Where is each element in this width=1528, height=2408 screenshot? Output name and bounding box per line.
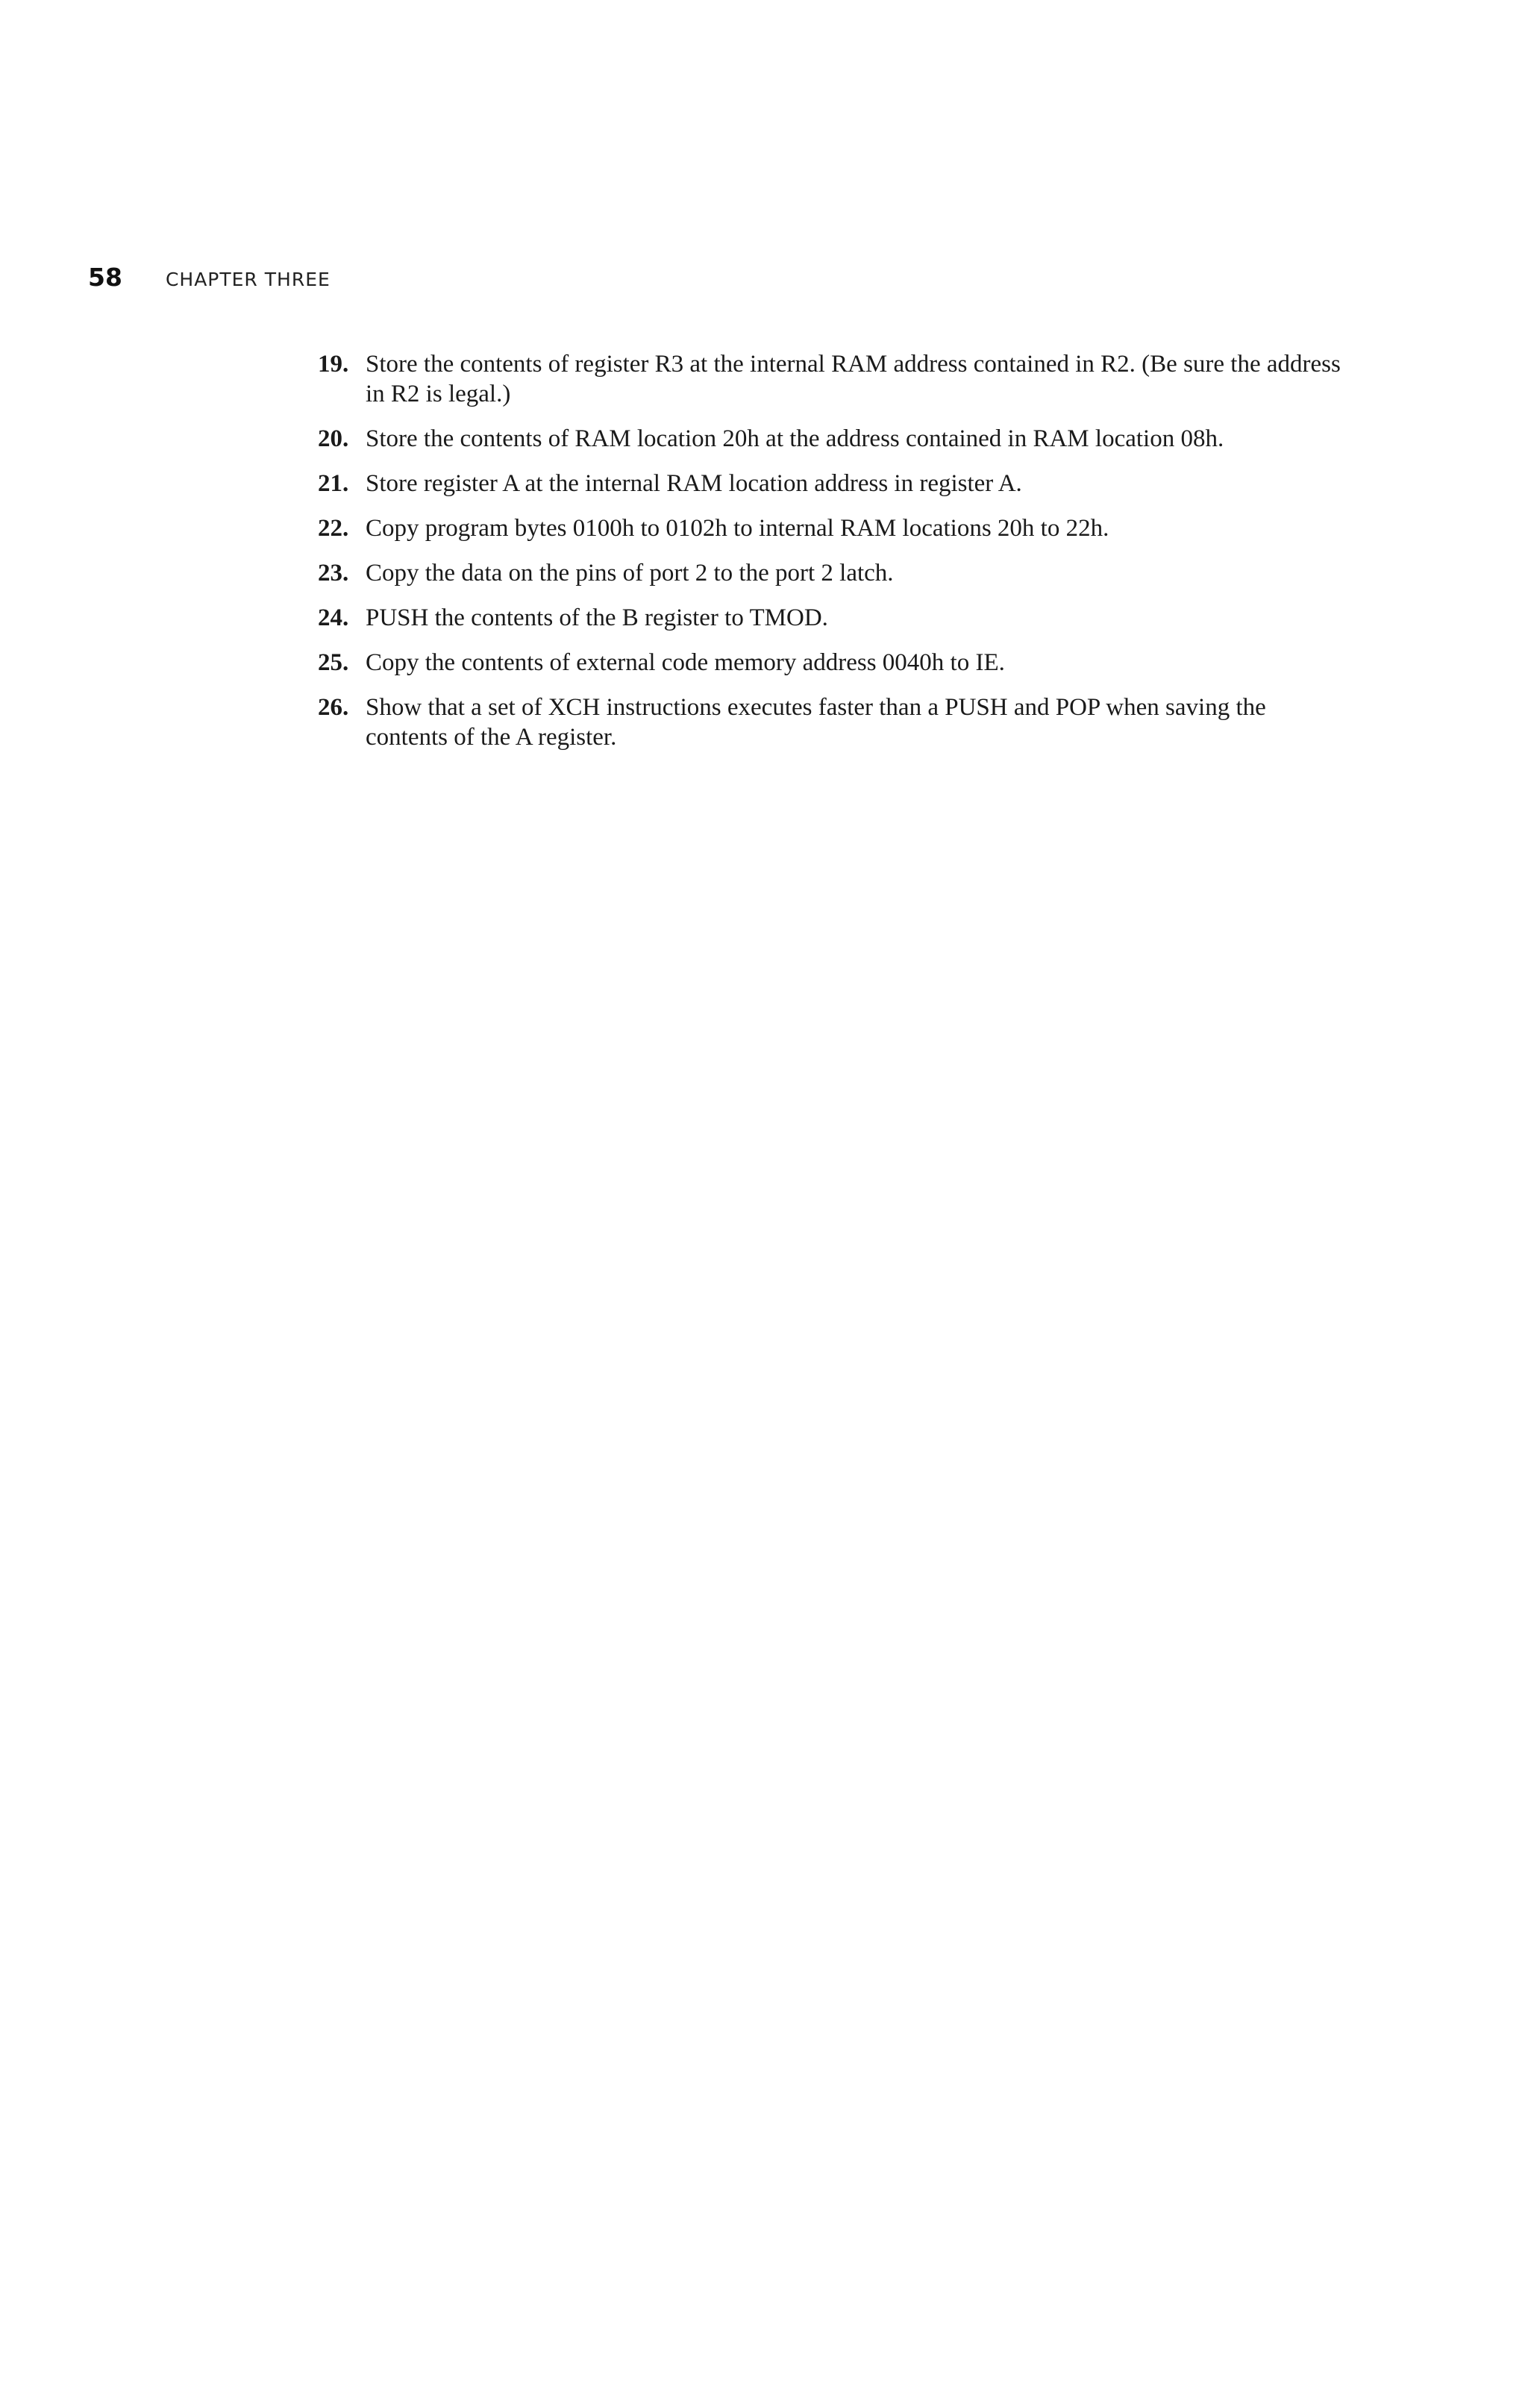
exercise-number: 23. <box>318 560 349 587</box>
exercise-number: 21. <box>318 470 349 497</box>
exercise-list <box>318 349 1347 767</box>
chapter-title: CHAPTER THREE <box>165 269 331 290</box>
exercise-text: Copy the data on the pins of port 2 to the port 2 latch. <box>366 560 894 587</box>
exercise-item <box>318 648 1347 678</box>
exercise-item <box>318 424 1347 454</box>
page-number: 58 <box>88 263 122 292</box>
exercise-item <box>318 558 1347 588</box>
running-head <box>88 263 331 292</box>
exercise-text: PUSH the contents of the B register to TMOD. <box>366 604 828 631</box>
exercise-text: Show that a set of XCH instructions executes faster than a PUSH and POP when saving the contents of the A register. <box>366 694 1266 751</box>
exercise-number: 24. <box>318 604 349 631</box>
exercise-item <box>318 349 1347 409</box>
exercise-item <box>318 469 1347 498</box>
exercise-item <box>318 603 1347 633</box>
exercise-text: Store the contents of register R3 at the internal RAM address contained in R2. (Be sure the address in R2 is legal.) <box>366 351 1341 407</box>
exercise-number: 20. <box>318 425 349 452</box>
exercise-text: Copy the contents of external code memory address 0040h to IE. <box>366 649 1005 676</box>
exercise-number: 26. <box>318 694 349 721</box>
exercise-text: Store the contents of RAM location 20h at the address contained in RAM location 08h. <box>366 425 1224 452</box>
exercise-number: 25. <box>318 649 349 676</box>
exercise-text: Store register A at the internal RAM location address in register A. <box>366 470 1022 497</box>
exercise-number: 22. <box>318 515 349 542</box>
exercise-item <box>318 513 1347 543</box>
exercise-number: 19. <box>318 351 349 378</box>
exercise-text: Copy program bytes 0100h to 0102h to internal RAM locations 20h to 22h. <box>366 515 1109 542</box>
exercise-item <box>318 692 1347 752</box>
